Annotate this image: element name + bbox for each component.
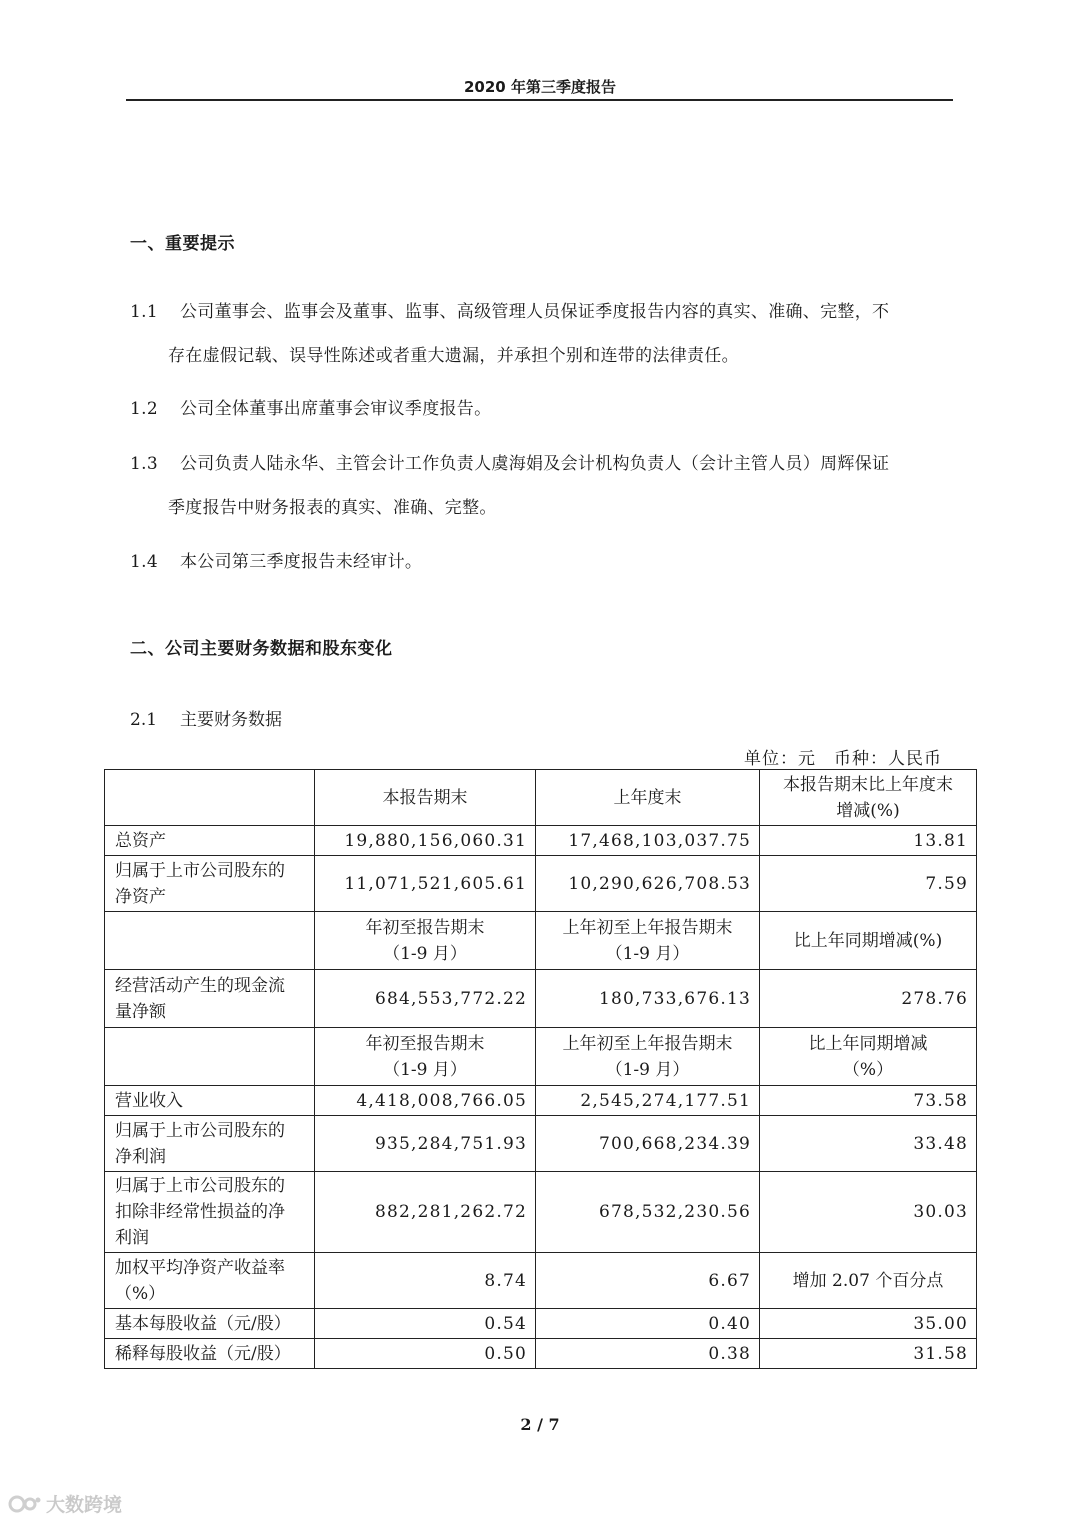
row-label xyxy=(105,1086,315,1116)
label-line: 总资产 xyxy=(115,830,166,851)
table-row xyxy=(105,970,977,1028)
currency-unit-note: 单位：元 币种：人民币 xyxy=(744,749,942,769)
header-cell: 本报告期末 xyxy=(315,770,536,826)
item-1-4 xyxy=(130,540,955,584)
value-cell: 31.58 xyxy=(760,1339,977,1369)
header-line: 本报告期末比上年度末 xyxy=(783,774,953,795)
value-cell: 11,071,521,605.61 xyxy=(315,856,536,912)
value-cell: 33.48 xyxy=(760,1116,977,1172)
label-line: 量净额 xyxy=(115,1001,166,1022)
header-cell: 比上年同期增减(%) xyxy=(760,912,977,970)
value-cell: 增加 2.07 个百分点 xyxy=(760,1253,977,1309)
label-line: 扣除非经常性损益的净 xyxy=(115,1202,285,1222)
item-text: 公司董事会、监事会及董事、监事、高级管理人员保证季度报告内容的真实、准确、完整，不 xyxy=(180,302,890,322)
label-line: （%） xyxy=(115,1283,166,1304)
label-line: 归属于上市公司股东的 xyxy=(115,860,285,881)
page-number: 2 / 7 xyxy=(520,1415,560,1434)
header-empty-cell xyxy=(105,770,315,826)
watermark xyxy=(8,1490,122,1517)
table-row xyxy=(105,1086,977,1116)
item-text-continued: 存在虚假记载、误导性陈述或者重大遗漏，并承担个别和连带的法律责任。 xyxy=(168,346,739,366)
value-cell: 2,545,274,177.51 xyxy=(536,1086,760,1116)
value-cell: 0.54 xyxy=(315,1309,536,1339)
row-label xyxy=(105,856,315,912)
header-cell xyxy=(536,1028,760,1086)
header-line: 增减(%) xyxy=(836,800,900,821)
label-line: 经营活动产生的现金流 xyxy=(115,975,285,996)
value-cell: 7.59 xyxy=(760,856,977,912)
header-line: 年初至报告期末 xyxy=(365,1033,485,1054)
header-cell xyxy=(760,770,977,826)
row-label xyxy=(105,970,315,1028)
table-row xyxy=(105,1116,977,1172)
value-cell: 0.40 xyxy=(536,1309,760,1339)
table-header-row xyxy=(105,770,977,826)
value-cell: 35.00 xyxy=(760,1309,977,1339)
header-line: （1-9 月） xyxy=(383,943,467,964)
label-line: 加权平均净资产收益率 xyxy=(115,1257,285,1278)
item-text-continued: 季度报告中财务报表的真实、准确、完整。 xyxy=(168,498,497,518)
value-cell: 8.74 xyxy=(315,1253,536,1309)
item-1-2 xyxy=(130,387,955,431)
header-line: （1-9 月） xyxy=(605,943,690,964)
value-cell: 882,281,262.72 xyxy=(315,1172,536,1253)
row-label xyxy=(105,826,315,856)
row-label xyxy=(105,1172,315,1253)
label-line: 营业收入 xyxy=(115,1090,183,1111)
value-cell: 17,468,103,037.75 xyxy=(536,826,760,856)
header-line: （1-9 月） xyxy=(383,1059,467,1080)
value-cell: 73.58 xyxy=(760,1086,977,1116)
value-cell: 4,418,008,766.05 xyxy=(315,1086,536,1116)
item-number: 1.2 xyxy=(130,399,158,419)
table-row xyxy=(105,1172,977,1253)
header-line: （1-9 月） xyxy=(605,1059,690,1080)
value-cell: 684,553,772.22 xyxy=(315,970,536,1028)
subsection-text: 主要财务数据 xyxy=(180,710,282,730)
header-cell: 上年度末 xyxy=(536,770,760,826)
label-line: 归属于上市公司股东的 xyxy=(115,1120,285,1141)
item-1-3 xyxy=(130,442,955,530)
subsection-2-1-title xyxy=(130,705,282,730)
value-cell: 935,284,751.93 xyxy=(315,1116,536,1172)
value-cell: 678,532,230.56 xyxy=(536,1172,760,1253)
table-row xyxy=(105,1339,977,1369)
item-text: 公司全体董事出席董事会审议季度报告。 xyxy=(180,399,492,419)
header-cell xyxy=(315,1028,536,1086)
value-cell: 13.81 xyxy=(760,826,977,856)
section-1-title: 一、重要提示 xyxy=(130,234,235,254)
row-label xyxy=(105,1253,315,1309)
item-number: 1.1 xyxy=(130,302,158,322)
header-cell xyxy=(760,1028,977,1086)
item-1-1 xyxy=(130,290,955,378)
value-cell: 6.67 xyxy=(536,1253,760,1309)
header-cell xyxy=(536,912,760,970)
item-text: 本公司第三季度报告未经审计。 xyxy=(180,552,423,572)
label-line: 基本每股收益（元/股） xyxy=(115,1313,291,1334)
value-cell: 0.38 xyxy=(536,1339,760,1369)
item-number: 1.4 xyxy=(130,552,158,572)
table-subheader-row xyxy=(105,912,977,970)
row-label xyxy=(105,1116,315,1172)
header-line: 年初至报告期末 xyxy=(365,917,485,938)
table-row xyxy=(105,1253,977,1309)
value-cell: 0.50 xyxy=(315,1339,536,1369)
watermark-text: 大数跨境 xyxy=(46,1494,123,1516)
value-cell: 180,733,676.13 xyxy=(536,970,760,1028)
header-cell xyxy=(315,912,536,970)
report-header-title: 2020 年第三季度报告 xyxy=(464,78,616,96)
label-line: 利润 xyxy=(115,1228,149,1248)
financial-data-table xyxy=(104,769,977,1369)
table-row xyxy=(105,826,977,856)
label-line: 归属于上市公司股东的 xyxy=(115,1176,285,1196)
value-cell: 10,290,626,708.53 xyxy=(536,856,760,912)
subsection-number: 2.1 xyxy=(130,710,158,730)
header-empty-cell xyxy=(105,1028,315,1086)
label-line: 稀释每股收益（元/股） xyxy=(115,1343,291,1364)
row-label xyxy=(105,1309,315,1339)
section-2-title: 二、公司主要财务数据和股东变化 xyxy=(130,639,393,659)
watermark-logo-icon xyxy=(8,1493,42,1515)
header-line: （%） xyxy=(842,1059,894,1080)
header-line: 上年初至上年报告期末 xyxy=(562,917,733,938)
item-number: 1.3 xyxy=(130,454,158,474)
label-line: 净资产 xyxy=(115,886,166,907)
item-text: 公司负责人陆永华、主管会计工作负责人虞海娟及会计机构负责人（会计主管人员）周辉保证 xyxy=(180,454,890,474)
value-cell: 30.03 xyxy=(760,1172,977,1253)
value-cell: 19,880,156,060.31 xyxy=(315,826,536,856)
table-subheader-row xyxy=(105,1028,977,1086)
value-cell: 278.76 xyxy=(760,970,977,1028)
row-label xyxy=(105,1339,315,1369)
table-row xyxy=(105,1309,977,1339)
header-empty-cell xyxy=(105,912,315,970)
table-row xyxy=(105,856,977,912)
header-divider xyxy=(126,99,953,101)
header-line: 比上年同期增减 xyxy=(808,1033,928,1054)
value-cell: 700,668,234.39 xyxy=(536,1116,760,1172)
header-line: 上年初至上年报告期末 xyxy=(562,1033,733,1054)
label-line: 净利润 xyxy=(115,1146,166,1167)
